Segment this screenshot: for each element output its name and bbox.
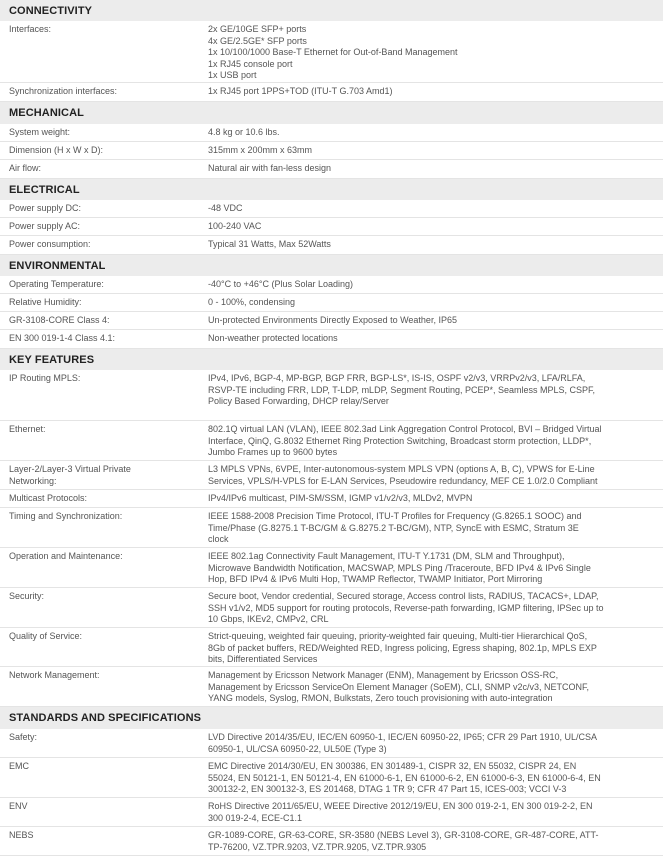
spec-value-line: bits, Differentiated Services: [208, 654, 318, 664]
spec-value: [208, 508, 654, 547]
spec-value: [208, 200, 654, 217]
spec-value-line: 300 019-2-4, ECE-C1.1: [208, 812, 303, 823]
spec-label: Operation and Maintenance:: [9, 551, 123, 561]
spec-value-line: 55024, EN 50121-1, EN 50121-4, EN 61000-6-1, EN 61000-6-2, EN 61000-6-3, EN 61000-6-4, EN: [208, 772, 601, 783]
spec-value-line: 4x GE/2.5GE* SFP ports: [208, 35, 307, 46]
section-title: KEY FEATURES: [0, 349, 663, 370]
spec-row: [0, 236, 663, 255]
spec-value: [208, 21, 654, 82]
spec-value-line: Un-protected Environments Directly Exposed to Weather, IP65: [208, 315, 457, 325]
spec-row: [0, 21, 663, 83]
spec-value-line: Typical 31 Watts, Max 52Watts: [208, 239, 331, 249]
spec-value-line: IPv4, IPv6, BGP-4, MP-BGP, BGP FRR, BGP-LS*, IS-IS, OSPF v2/v3, VRRPv2/v3, LFA/RLFA,: [208, 373, 586, 383]
spec-value-line: RoHS Directive 2011/65/EU, WEEE Directive 2012/19/EU, EN 300 019-2-1, EN 300 019-2-2, EN: [208, 801, 593, 811]
spec-value-line: 802.1Q virtual LAN (VLAN), IEEE 802.3ad Link Aggregation Control Protocol, BVI – Bridged Virtual: [208, 424, 602, 434]
spec-value-line: LVD Directive 2014/35/EU, IEC/EN 60950-1, IEC/EN 60950-22, IP65; CFR 29 Part 1910, UL/CSA: [208, 732, 598, 742]
spec-label: Power supply DC:: [9, 203, 82, 213]
spec-row: [0, 667, 663, 707]
spec-label: Security:: [9, 591, 45, 601]
spec-value-line: SSH v1/v2, MD5 support for routing protocols, Reverse-path forwarding, IGMP filtering, IPSec up to: [208, 602, 604, 613]
spec-value-line: Secure boot, Vendor credential, Secured storage, Access control lists, RADIUS, TACACS+, LDAP,: [208, 591, 599, 601]
spec-value-line: 100-240 VAC: [208, 221, 262, 231]
spec-value: [208, 218, 654, 235]
spec-value-line: -48 VDC: [208, 203, 243, 213]
spec-label: Timing and Synchronization:: [9, 511, 123, 521]
section-title: ELECTRICAL: [0, 179, 663, 200]
spec-value: [208, 83, 654, 101]
spec-value-line: YANG models, Syslog, RMON, Bulkstats, Zero touch provisioning with auto-integration: [208, 693, 553, 703]
spec-value-line: GR-1089-CORE, GR-63-CORE, SR-3580 (NEBS Level 3), GR-3108-CORE, GR-487-CORE, ATT-: [208, 830, 599, 840]
spec-value: [208, 312, 654, 329]
spec-label: ENV: [9, 801, 28, 811]
spec-row: [0, 798, 663, 827]
spec-label: EMC: [9, 761, 29, 771]
spec-label: Power supply AC:: [9, 221, 81, 231]
spec-value-line: IEEE 1588-2008 Precision Time Protocol, ITU-T Profiles for Frequency (G.8265.1 SOOC) and: [208, 511, 582, 521]
spec-label: Operating Temperature:: [9, 279, 104, 289]
spec-value: [208, 142, 654, 159]
spec-value-line: EMC Directive 2014/30/EU, EN 300386, EN 301489-1, CISPR 32, EN 55032, CISPR 24, EN: [208, 761, 577, 771]
spec-value-line: Strict-queuing, weighted fair queuing, priority-weighted fair queuing, Multi-tier Hierarchical QoS,: [208, 631, 588, 641]
spec-value-line: 300132-2, EN 300132-3, ES 201468, DTAG 1 TR 9; CFR 47 Part 15, ICES-003; VCCI V-3: [208, 784, 567, 794]
spec-value-line: Jumbo Frames up to 9600 bytes: [208, 447, 338, 457]
spec-label-line: Layer-2/Layer-3 Virtual Private: [9, 464, 131, 474]
spec-value: [208, 276, 654, 293]
spec-label: Dimension (H x W x D):: [9, 145, 104, 155]
spec-value-line: TP-76200, VZ.TPR.9203, VZ.TPR.9205, VZ.TPR.9305: [208, 841, 427, 852]
spec-row: [0, 758, 663, 798]
spec-label: Multicast Protocols:: [9, 493, 88, 503]
spec-label: Ethernet:: [9, 424, 46, 434]
spec-value-line: Management by Ericsson ServiceOn Element Manager (SoEM), CLI, SNMP v2c/v3, NETCONF,: [208, 681, 589, 692]
spec-row: [0, 370, 663, 421]
spec-value-line: 2x GE/10GE SFP+ ports: [208, 24, 307, 34]
spec-label: Synchronization interfaces:: [9, 86, 118, 96]
spec-value: [208, 461, 654, 489]
section-title: MECHANICAL: [0, 102, 663, 124]
spec-row: [0, 200, 663, 218]
spec-value: [208, 490, 654, 507]
spec-label: Air flow:: [9, 163, 42, 173]
spec-row: [0, 83, 663, 102]
spec-value: [208, 236, 654, 254]
spec-row: [0, 218, 663, 236]
spec-value-line: 1x USB port: [208, 70, 257, 80]
spec-value-line: 10 Gbps, IKEv2, CMPv2, CRL: [208, 614, 329, 624]
spec-value-line: 0 - 100%, condensing: [208, 297, 296, 307]
spec-row: [0, 628, 663, 667]
spec-value-line: 60950-1, UL/CSA 60950-22, UL50E (Type 3): [208, 743, 387, 754]
spec-row: [0, 490, 663, 508]
spec-row: [0, 330, 663, 349]
spec-row: [0, 312, 663, 330]
spec-value-line: 1x 10/100/1000 Base-T Ethernet for Out-of-Band Management: [208, 47, 458, 57]
spec-value-line: Time/Phase (G.8275.1 T-BC/GM & G.8275.2 T-BC/GM), NTP, SyncE with ESMC, Stratum 3E: [208, 522, 579, 533]
spec-label: Safety:: [9, 732, 38, 742]
spec-row: [0, 827, 663, 856]
spec-label: Quality of Service:: [9, 631, 83, 641]
spec-label: GR-3108-CORE Class 4:: [9, 315, 110, 325]
spec-value-line: IEEE 802.1ag Connectivity Fault Management, ITU-T Y.1731 (DM, SLM and Throughput),: [208, 551, 565, 561]
spec-value-line: L3 MPLS VPNs, 6VPE, Inter-autonomous-system MPLS VPN (options A, B, C), VPWS for E-Line: [208, 464, 595, 474]
spec-row: [0, 421, 663, 461]
spec-value-line: RSVP-TE including FRR, LDP, T-LDP, mLDP, Segment Routing, PCEP*, Seamless MPLS, CSPF,: [208, 384, 595, 395]
spec-value-line: 315mm x 200mm x 63mm: [208, 145, 313, 155]
spec-value: [208, 370, 654, 420]
spec-value: [208, 548, 654, 587]
spec-label: Relative Humidity:: [9, 297, 82, 307]
spec-value-line: 1x RJ45 console port: [208, 58, 293, 69]
spec-label: IP Routing MPLS:: [9, 373, 81, 383]
spec-value-line: 1x RJ45 port 1PPS+TOD (ITU-T G.703 Amd1): [208, 86, 393, 96]
spec-value: [208, 729, 654, 757]
section-title: CONNECTIVITY: [0, 0, 663, 21]
spec-row: [0, 124, 663, 142]
spec-value: [208, 294, 654, 311]
section-title: STANDARDS AND SPECIFICATIONS: [0, 707, 663, 729]
spec-value: [208, 758, 654, 797]
spec-value-line: Management by Ericsson Network Manager (ENM), Management by Ericsson OSS-RC,: [208, 670, 559, 680]
spec-value: [208, 667, 654, 706]
spec-row: [0, 461, 663, 490]
spec-value: [208, 124, 654, 141]
spec-value-line: 8Gb of packet buffers, RED/Weighted RED, Ingress policing, Egress shaping, 802.1p, MPLS EXP: [208, 642, 597, 653]
spec-value-line: Natural air with fan-less design: [208, 163, 332, 173]
spec-value-line: Interface, QinQ, G.8032 Ethernet Ring Protection Switching, Broadcast storm protection, LLDP*,: [208, 435, 592, 446]
spec-label: Network Management:: [9, 670, 100, 680]
spec-value-line: Hop, BFD IPv4 & IPv6 Multi Hop, TWAMP Reflector, TWAMP Initiator, Port Mirroring: [208, 574, 543, 584]
spec-row: [0, 588, 663, 628]
spec-value-line: 4.8 kg or 10.6 lbs.: [208, 127, 280, 137]
spec-row: [0, 276, 663, 294]
spec-value-line: Microwave Bandwidth Notification, MACSWAP, MPLS Ping /Traceroute, BFD IPv4 & IPv6 Single: [208, 562, 591, 573]
spec-value-line: Services, VPLS/H-VPLS for E-LAN Services, Pseudowire redundancy, MEF CE 1.0/2.0 Compliant: [208, 475, 598, 486]
spec-value: [208, 798, 654, 826]
spec-row: [0, 548, 663, 588]
spec-row: [0, 508, 663, 548]
spec-label: Interfaces:: [9, 24, 52, 34]
spec-value: [208, 588, 654, 627]
spec-label: NEBS: [9, 830, 34, 840]
spec-value: [208, 330, 654, 348]
spec-value-line: -40°C to +46°C (Plus Solar Loading): [208, 279, 354, 289]
spec-value-line: IPv4/IPv6 multicast, PIM-SM/SSM, IGMP v1/v2/v3, MLDv2, MVPN: [208, 493, 473, 503]
spec-label: System weight:: [9, 127, 71, 137]
spec-label: Power consumption:: [9, 239, 91, 249]
section-title: ENVIRONMENTAL: [0, 255, 663, 276]
spec-row: [0, 294, 663, 312]
spec-value: [208, 628, 654, 666]
spec-label-line: Networking:: [9, 475, 57, 486]
spec-row: [0, 160, 663, 179]
spec-value-line: Policy Based Forwarding, DHCP relay/Server: [208, 396, 389, 406]
spec-row: [0, 142, 663, 160]
spec-row: [0, 729, 663, 758]
spec-value: [208, 160, 654, 178]
spec-value-line: Non-weather protected locations: [208, 333, 338, 343]
spec-value: [208, 421, 654, 460]
spec-value-line: clock: [208, 534, 229, 544]
spec-label: [9, 461, 208, 489]
spec-label: EN 300 019-1-4 Class 4.1:: [9, 333, 116, 343]
spec-value: [208, 827, 654, 855]
